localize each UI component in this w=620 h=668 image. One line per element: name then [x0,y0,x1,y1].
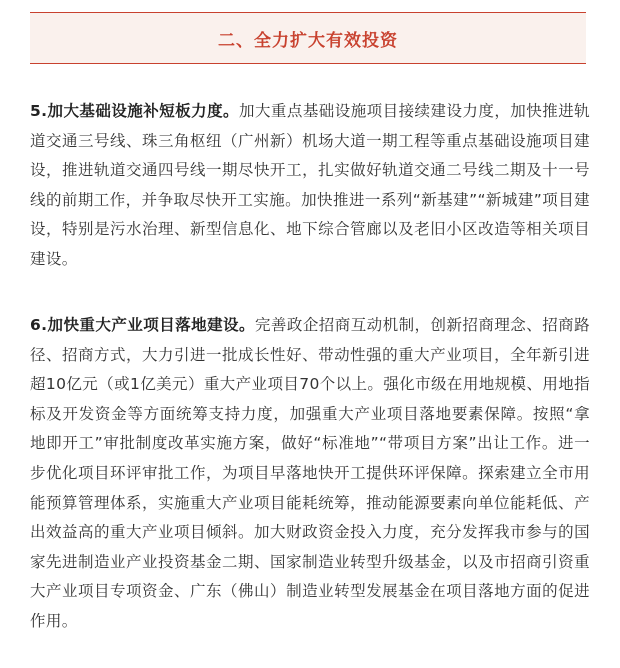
paragraph-6-lead: 6.加快重大产业项目落地建设。 [30,316,255,334]
paragraph-5 [30,97,590,275]
paragraph-5-lead: 5.加大基础设施补短板力度。 [30,102,239,120]
paragraph-6 [30,311,590,637]
paragraph-5-body: 加大重点基础设施项目接续建设力度，加快推进轨道交通三号线、珠三角枢纽（广州新）机场大道一期工程等重点基础设施项目建设，推进轨道交通四号线一期尽快开工，扎实做好轨道交通二号线二期及十一号线的前期工作，并争取尽快开工实施。加快推进一系列“新基建”“新城建”项目建设，特别是污水治理、新型信息化、地下综合管廊以及老旧小区改造等相关项目建设。 [30,102,590,268]
section-title: 二、全力扩大有效投资 [218,30,398,51]
paragraph-6-body: 完善政企招商互动机制，创新招商理念、招商路径、招商方式，大力引进一批成长性好、带动性强的重大产业项目，全年新引进超10亿元（或1亿美元）重大产业项目70个以上。强化市级在用地规模、用地指标及开发资金等方面统筹支持力度，加强重大产业项目落地要素保障。按照“拿地即开工”审批制度改革实施方案，做好“标准地”“带项目方案”出让工作。进一步优化项目环评审批工作，为项目早落地快开工提供环评保障。探索建立全市用能预算管理体系，实施重大产业项目能耗统筹，推动能源要素向单位能耗低、产出效益高的重大产业项目倾斜。加大财政资金投入力度，充分发挥我市参与的国家先进制造业产业投资基金二期、国家制造业转型升级基金，以及市招商引资重大产业项目专项资金、广东（佛山）制造业转型发展基金在项目落地方面的促进作用。 [30,316,590,630]
section-header [30,12,586,64]
